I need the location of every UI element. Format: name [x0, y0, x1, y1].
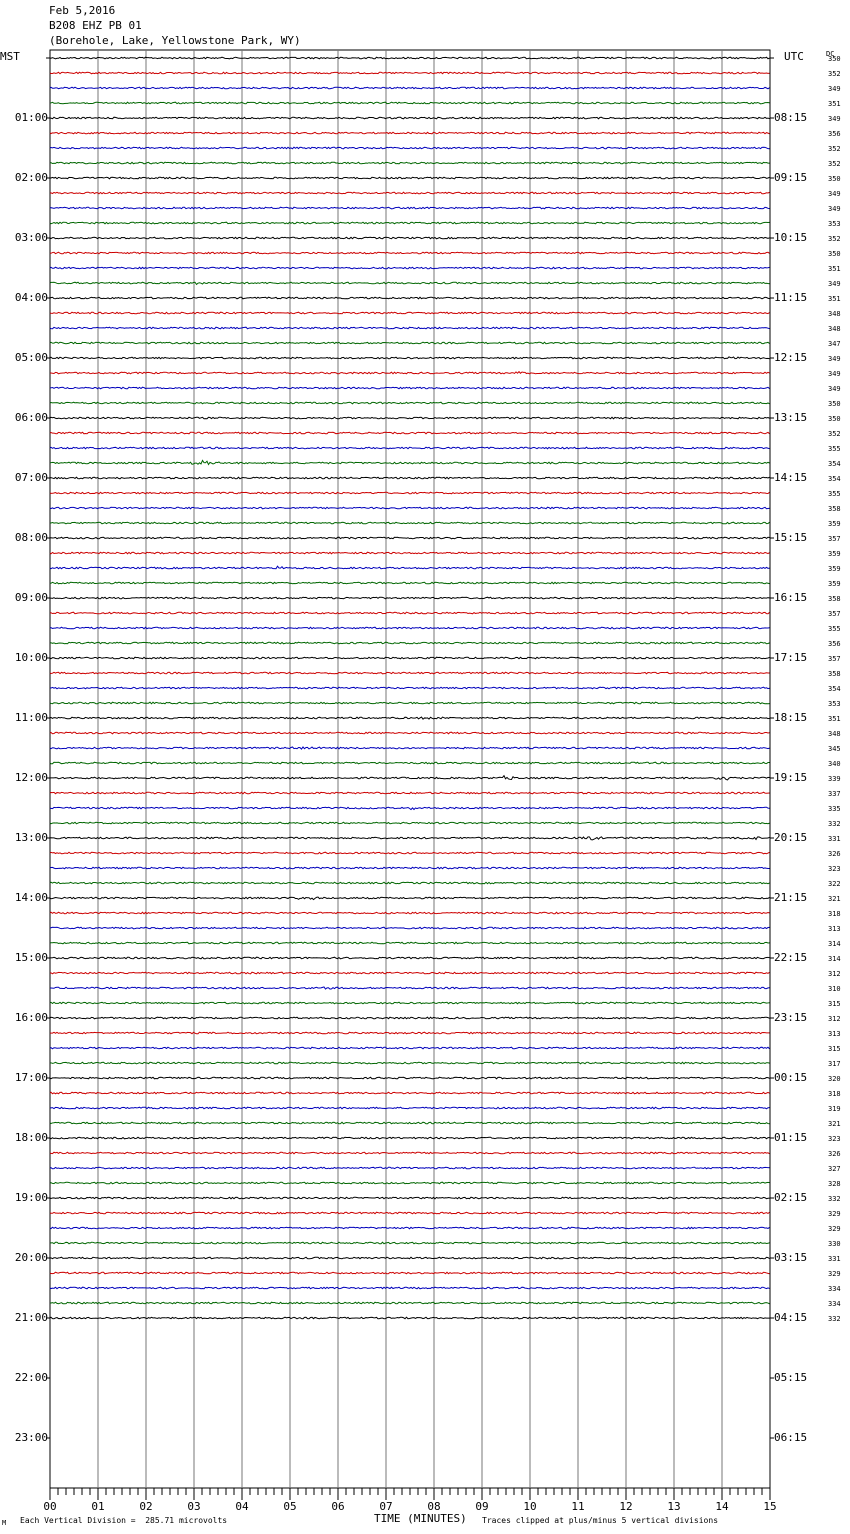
mst-hour-label: 01:00	[14, 111, 48, 124]
dc-offset-label: 321	[828, 895, 841, 903]
dc-offset-label: 348	[828, 325, 841, 333]
seismic-trace	[50, 177, 770, 179]
dc-offset-label: 319	[828, 1105, 841, 1113]
seismic-trace	[50, 357, 770, 359]
seismic-trace	[50, 807, 770, 809]
dc-offset-label: 314	[828, 955, 841, 963]
dc-offset-label: 354	[828, 475, 841, 483]
seismic-trace	[50, 522, 770, 524]
utc-hour-label: 22:15	[774, 951, 808, 964]
seismic-trace	[50, 552, 770, 554]
seismic-trace	[50, 1077, 770, 1079]
utc-hour-label: 19:15	[774, 771, 808, 784]
x-tick-label: 10	[523, 1500, 537, 1513]
seismic-trace	[50, 1317, 770, 1319]
seismic-trace	[50, 537, 770, 539]
seismic-trace	[50, 732, 770, 734]
mst-hour-label: 22:00	[14, 1371, 48, 1384]
seismic-trace	[50, 87, 770, 89]
seismic-trace	[50, 776, 770, 780]
utc-hour-label: 18:15	[774, 711, 808, 724]
seismic-trace	[50, 687, 770, 689]
seismic-trace	[50, 1302, 770, 1304]
dc-offset-label: 359	[828, 565, 841, 573]
dc-offset-label: 352	[828, 430, 841, 438]
mst-hour-label: 15:00	[14, 951, 48, 964]
seismic-trace	[50, 972, 770, 974]
dc-offset-label: 350	[828, 400, 841, 408]
dc-offset-label: 328	[828, 1180, 841, 1188]
dc-offset-label: 359	[828, 550, 841, 558]
utc-hour-label: 23:15	[774, 1011, 808, 1024]
mst-hour-label: 19:00	[14, 1191, 48, 1204]
x-tick-label: 14	[715, 1500, 729, 1513]
seismic-trace	[50, 822, 770, 824]
mst-hour-label: 07:00	[14, 471, 48, 484]
dc-offset-label: 332	[828, 820, 841, 828]
utc-hour-label: 06:15	[774, 1431, 808, 1444]
dc-offset-label: 350	[828, 250, 841, 258]
dc-offset-label: 351	[828, 715, 841, 723]
dc-offset-label: 329	[828, 1210, 841, 1218]
dc-offset-label: 350	[828, 175, 841, 183]
dc-offset-label: 322	[828, 880, 841, 888]
x-tick-label: 04	[235, 1500, 249, 1513]
seismic-trace	[50, 297, 770, 299]
x-tick-label: 02	[139, 1500, 153, 1513]
dc-offset-label: 323	[828, 865, 841, 873]
seismic-trace	[50, 267, 770, 269]
seismic-trace	[50, 1167, 770, 1169]
plot-date: Feb 5,2016	[49, 4, 116, 17]
dc-offset-label: 354	[828, 460, 841, 468]
dc-offset-label: 339	[828, 775, 841, 783]
dc-offset-label: 335	[828, 805, 841, 813]
dc-offset-label: 357	[828, 535, 841, 543]
seismic-trace	[50, 312, 770, 314]
utc-hour-label: 14:15	[774, 471, 808, 484]
seismic-trace	[50, 957, 770, 959]
dc-offset-label: 352	[828, 70, 841, 78]
seismic-trace	[50, 117, 770, 119]
mst-hour-label: 03:00	[14, 231, 48, 244]
station-code: B208 EHZ PB 01	[49, 19, 142, 32]
mst-hour-label: 23:00	[14, 1431, 48, 1444]
mst-hour-label: 21:00	[14, 1311, 48, 1324]
seismic-trace	[50, 1032, 770, 1034]
dc-offset-label: 357	[828, 655, 841, 663]
seismic-trace	[50, 642, 770, 644]
seismic-trace	[50, 1137, 770, 1139]
x-tick-label: 06	[331, 1500, 345, 1513]
seismic-trace	[50, 717, 770, 719]
station-location: (Borehole, Lake, Yellowstone Park, WY)	[49, 34, 301, 47]
seismic-trace	[50, 507, 770, 509]
mst-hour-label: 10:00	[14, 651, 48, 664]
dc-offset-label: 310	[828, 985, 841, 993]
seismic-trace	[50, 1017, 770, 1019]
seismic-trace	[50, 927, 770, 929]
seismic-trace	[50, 402, 770, 404]
x-axis-label: TIME (MINUTES)	[374, 1512, 467, 1525]
dc-offset-label: 352	[828, 160, 841, 168]
seismic-trace	[50, 1152, 770, 1154]
mst-axis-title: MST	[0, 50, 20, 63]
dc-offset-label: 312	[828, 970, 841, 978]
dc-offset-label: 334	[828, 1300, 841, 1308]
dc-offset-label: 359	[828, 580, 841, 588]
mst-hour-label: 09:00	[14, 591, 48, 604]
seismic-trace	[50, 282, 770, 284]
seismic-trace	[50, 387, 770, 389]
seismic-trace	[50, 252, 770, 254]
seismic-trace	[50, 672, 770, 674]
mst-hour-label: 08:00	[14, 531, 48, 544]
x-tick-label: 13	[667, 1500, 681, 1513]
seismic-trace	[50, 1002, 770, 1004]
seismic-trace	[50, 912, 770, 914]
seismic-trace	[50, 372, 770, 374]
mst-hour-label: 11:00	[14, 711, 48, 724]
dc-offset-label: 356	[828, 640, 841, 648]
dc-offset-label: 330	[828, 1240, 841, 1248]
utc-hour-label: 11:15	[774, 291, 808, 304]
seismic-trace	[50, 657, 770, 659]
dc-offset-label: 345	[828, 745, 841, 753]
x-tick-label: 07	[379, 1500, 393, 1513]
seismic-trace	[50, 582, 770, 584]
dc-column-title: DC	[826, 50, 835, 58]
dc-offset-label: 352	[828, 235, 841, 243]
seismic-trace	[50, 882, 770, 884]
mst-hour-label: 16:00	[14, 1011, 48, 1024]
dc-offset-label: 340	[828, 760, 841, 768]
x-tick-label: 15	[763, 1500, 777, 1513]
seismic-trace	[50, 72, 770, 74]
mst-hour-label: 04:00	[14, 291, 48, 304]
utc-axis-title: UTC	[784, 50, 804, 63]
utc-hour-label: 03:15	[774, 1251, 808, 1264]
seismic-trace	[50, 1257, 770, 1259]
dc-offset-label: 351	[828, 295, 841, 303]
utc-hour-label: 00:15	[774, 1071, 808, 1084]
dc-offset-label: 326	[828, 1150, 841, 1158]
seismic-trace	[50, 897, 770, 900]
dc-offset-label: 349	[828, 385, 841, 393]
seismic-trace	[50, 1182, 770, 1184]
seismic-trace	[50, 1227, 770, 1229]
utc-hour-label: 12:15	[774, 351, 808, 364]
seismic-trace	[50, 987, 770, 989]
dc-offset-label: 320	[828, 1075, 841, 1083]
seismic-trace	[50, 867, 770, 869]
dc-offset-label: 358	[828, 670, 841, 678]
seismic-trace	[50, 702, 770, 704]
seismic-trace	[50, 1122, 770, 1124]
utc-hour-label: 08:15	[774, 111, 808, 124]
seismic-trace	[50, 942, 770, 944]
dc-offset-label: 357	[828, 610, 841, 618]
mst-hour-label: 20:00	[14, 1251, 48, 1264]
dc-offset-label: 327	[828, 1165, 841, 1173]
seismic-trace	[50, 222, 770, 224]
dc-offset-label: 313	[828, 925, 841, 933]
seismic-trace	[50, 342, 770, 344]
utc-hour-label: 04:15	[774, 1311, 808, 1324]
seismic-trace	[50, 460, 770, 464]
mst-hour-label: 06:00	[14, 411, 48, 424]
scale-note: Each Vertical Division = 285.71 microvolts	[20, 1516, 228, 1525]
seismic-trace	[50, 612, 770, 614]
seismic-trace	[50, 1092, 770, 1094]
seismic-trace	[50, 837, 770, 840]
utc-hour-label: 09:15	[774, 171, 808, 184]
seismic-trace	[50, 207, 770, 209]
seismic-trace	[50, 1107, 770, 1109]
dc-offset-label: 355	[828, 625, 841, 633]
seismic-trace	[50, 447, 770, 449]
dc-offset-label: 358	[828, 595, 841, 603]
dc-offset-label: 349	[828, 280, 841, 288]
dc-offset-label: 332	[828, 1195, 841, 1203]
seismic-trace	[50, 132, 770, 134]
x-tick-label: 11	[571, 1500, 585, 1513]
dc-offset-label: 347	[828, 340, 841, 348]
seismic-trace	[50, 762, 770, 764]
seismic-trace	[50, 1272, 770, 1274]
seismic-trace	[50, 1242, 770, 1244]
utc-hour-label: 16:15	[774, 591, 808, 604]
mst-hour-label: 05:00	[14, 351, 48, 364]
dc-offset-label: 312	[828, 1015, 841, 1023]
dc-offset-label: 356	[828, 130, 841, 138]
seismic-trace	[50, 852, 770, 854]
seismic-trace	[50, 57, 770, 59]
mst-hour-label: 14:00	[14, 891, 48, 904]
dc-offset-label: 349	[828, 115, 841, 123]
utc-hour-label: 17:15	[774, 651, 808, 664]
dc-offset-label: 353	[828, 220, 841, 228]
dc-offset-label: 349	[828, 370, 841, 378]
seismic-trace	[50, 566, 770, 569]
dc-offset-label: 318	[828, 1090, 841, 1098]
dc-offset-label: 315	[828, 1000, 841, 1008]
seismic-trace	[50, 492, 770, 494]
dc-offset-label: 315	[828, 1045, 841, 1053]
dc-offset-label: 317	[828, 1060, 841, 1068]
dc-offset-label: 329	[828, 1270, 841, 1278]
seismic-trace	[50, 417, 770, 419]
dc-offset-label: 353	[828, 700, 841, 708]
seismic-trace	[50, 1062, 770, 1064]
mst-hour-label: 02:00	[14, 171, 48, 184]
seismic-trace	[50, 792, 770, 794]
utc-hour-label: 21:15	[774, 891, 808, 904]
dc-offset-label: 355	[828, 445, 841, 453]
utc-hour-label: 05:15	[774, 1371, 808, 1384]
dc-offset-label: 355	[828, 490, 841, 498]
x-tick-label: 09	[475, 1500, 489, 1513]
seismic-trace	[50, 1287, 770, 1289]
seismic-trace	[50, 162, 770, 164]
seismic-trace	[50, 477, 770, 479]
mst-hour-label: 18:00	[14, 1131, 48, 1144]
dc-offset-label: 354	[828, 685, 841, 693]
dc-offset-label: 349	[828, 355, 841, 363]
dc-offset-label: 323	[828, 1135, 841, 1143]
seismic-trace	[50, 327, 770, 329]
x-tick-label: 08	[427, 1500, 441, 1513]
x-tick-label: 05	[283, 1500, 297, 1513]
x-tick-label: 00	[43, 1500, 57, 1513]
dc-offset-label: 314	[828, 940, 841, 948]
dc-offset-label: 358	[828, 505, 841, 513]
dc-offset-label: 318	[828, 910, 841, 918]
dc-offset-label: 329	[828, 1225, 841, 1233]
clip-note: Traces clipped at plus/minus 5 vertical divisions	[482, 1516, 719, 1525]
utc-hour-label: 13:15	[774, 411, 808, 424]
dc-offset-label: 351	[828, 265, 841, 273]
dc-offset-label: 348	[828, 730, 841, 738]
dc-offset-label: 326	[828, 850, 841, 858]
utc-hour-label: 20:15	[774, 831, 808, 844]
utc-hour-label: 02:15	[774, 1191, 808, 1204]
dc-offset-label: 349	[828, 85, 841, 93]
seismic-trace	[50, 102, 770, 104]
dc-offset-label: 331	[828, 1255, 841, 1263]
dc-offset-label: 351	[828, 100, 841, 108]
seismic-trace	[50, 1047, 770, 1049]
seismic-trace	[50, 432, 770, 434]
seismic-trace	[50, 627, 770, 629]
dc-offset-label: 313	[828, 1030, 841, 1038]
dc-offset-label: 350	[828, 55, 841, 63]
mst-hour-label: 13:00	[14, 831, 48, 844]
dc-offset-label: 349	[828, 190, 841, 198]
dc-offset-label: 331	[828, 835, 841, 843]
x-tick-label: 03	[187, 1500, 201, 1513]
seismic-trace	[50, 597, 770, 599]
dc-offset-label: 348	[828, 310, 841, 318]
utc-hour-label: 01:15	[774, 1131, 808, 1144]
x-tick-label: 01	[91, 1500, 105, 1513]
seismic-trace	[50, 747, 770, 749]
corner-mark: M	[2, 1519, 7, 1527]
seismic-trace	[50, 237, 770, 239]
dc-offset-label: 337	[828, 790, 841, 798]
seismic-trace	[50, 1212, 770, 1214]
dc-offset-label: 350	[828, 415, 841, 423]
dc-offset-label: 352	[828, 145, 841, 153]
seismic-trace	[50, 147, 770, 149]
dc-offset-label: 334	[828, 1285, 841, 1293]
dc-offset-label: 332	[828, 1315, 841, 1323]
dc-offset-label: 359	[828, 520, 841, 528]
x-tick-label: 12	[619, 1500, 633, 1513]
dc-offset-label: 321	[828, 1120, 841, 1128]
mst-hour-label: 12:00	[14, 771, 48, 784]
seismic-trace	[50, 1197, 770, 1199]
seismic-trace	[50, 192, 770, 194]
dc-offset-label: 349	[828, 205, 841, 213]
utc-hour-label: 15:15	[774, 531, 808, 544]
mst-hour-label: 17:00	[14, 1071, 48, 1084]
utc-hour-label: 10:15	[774, 231, 808, 244]
